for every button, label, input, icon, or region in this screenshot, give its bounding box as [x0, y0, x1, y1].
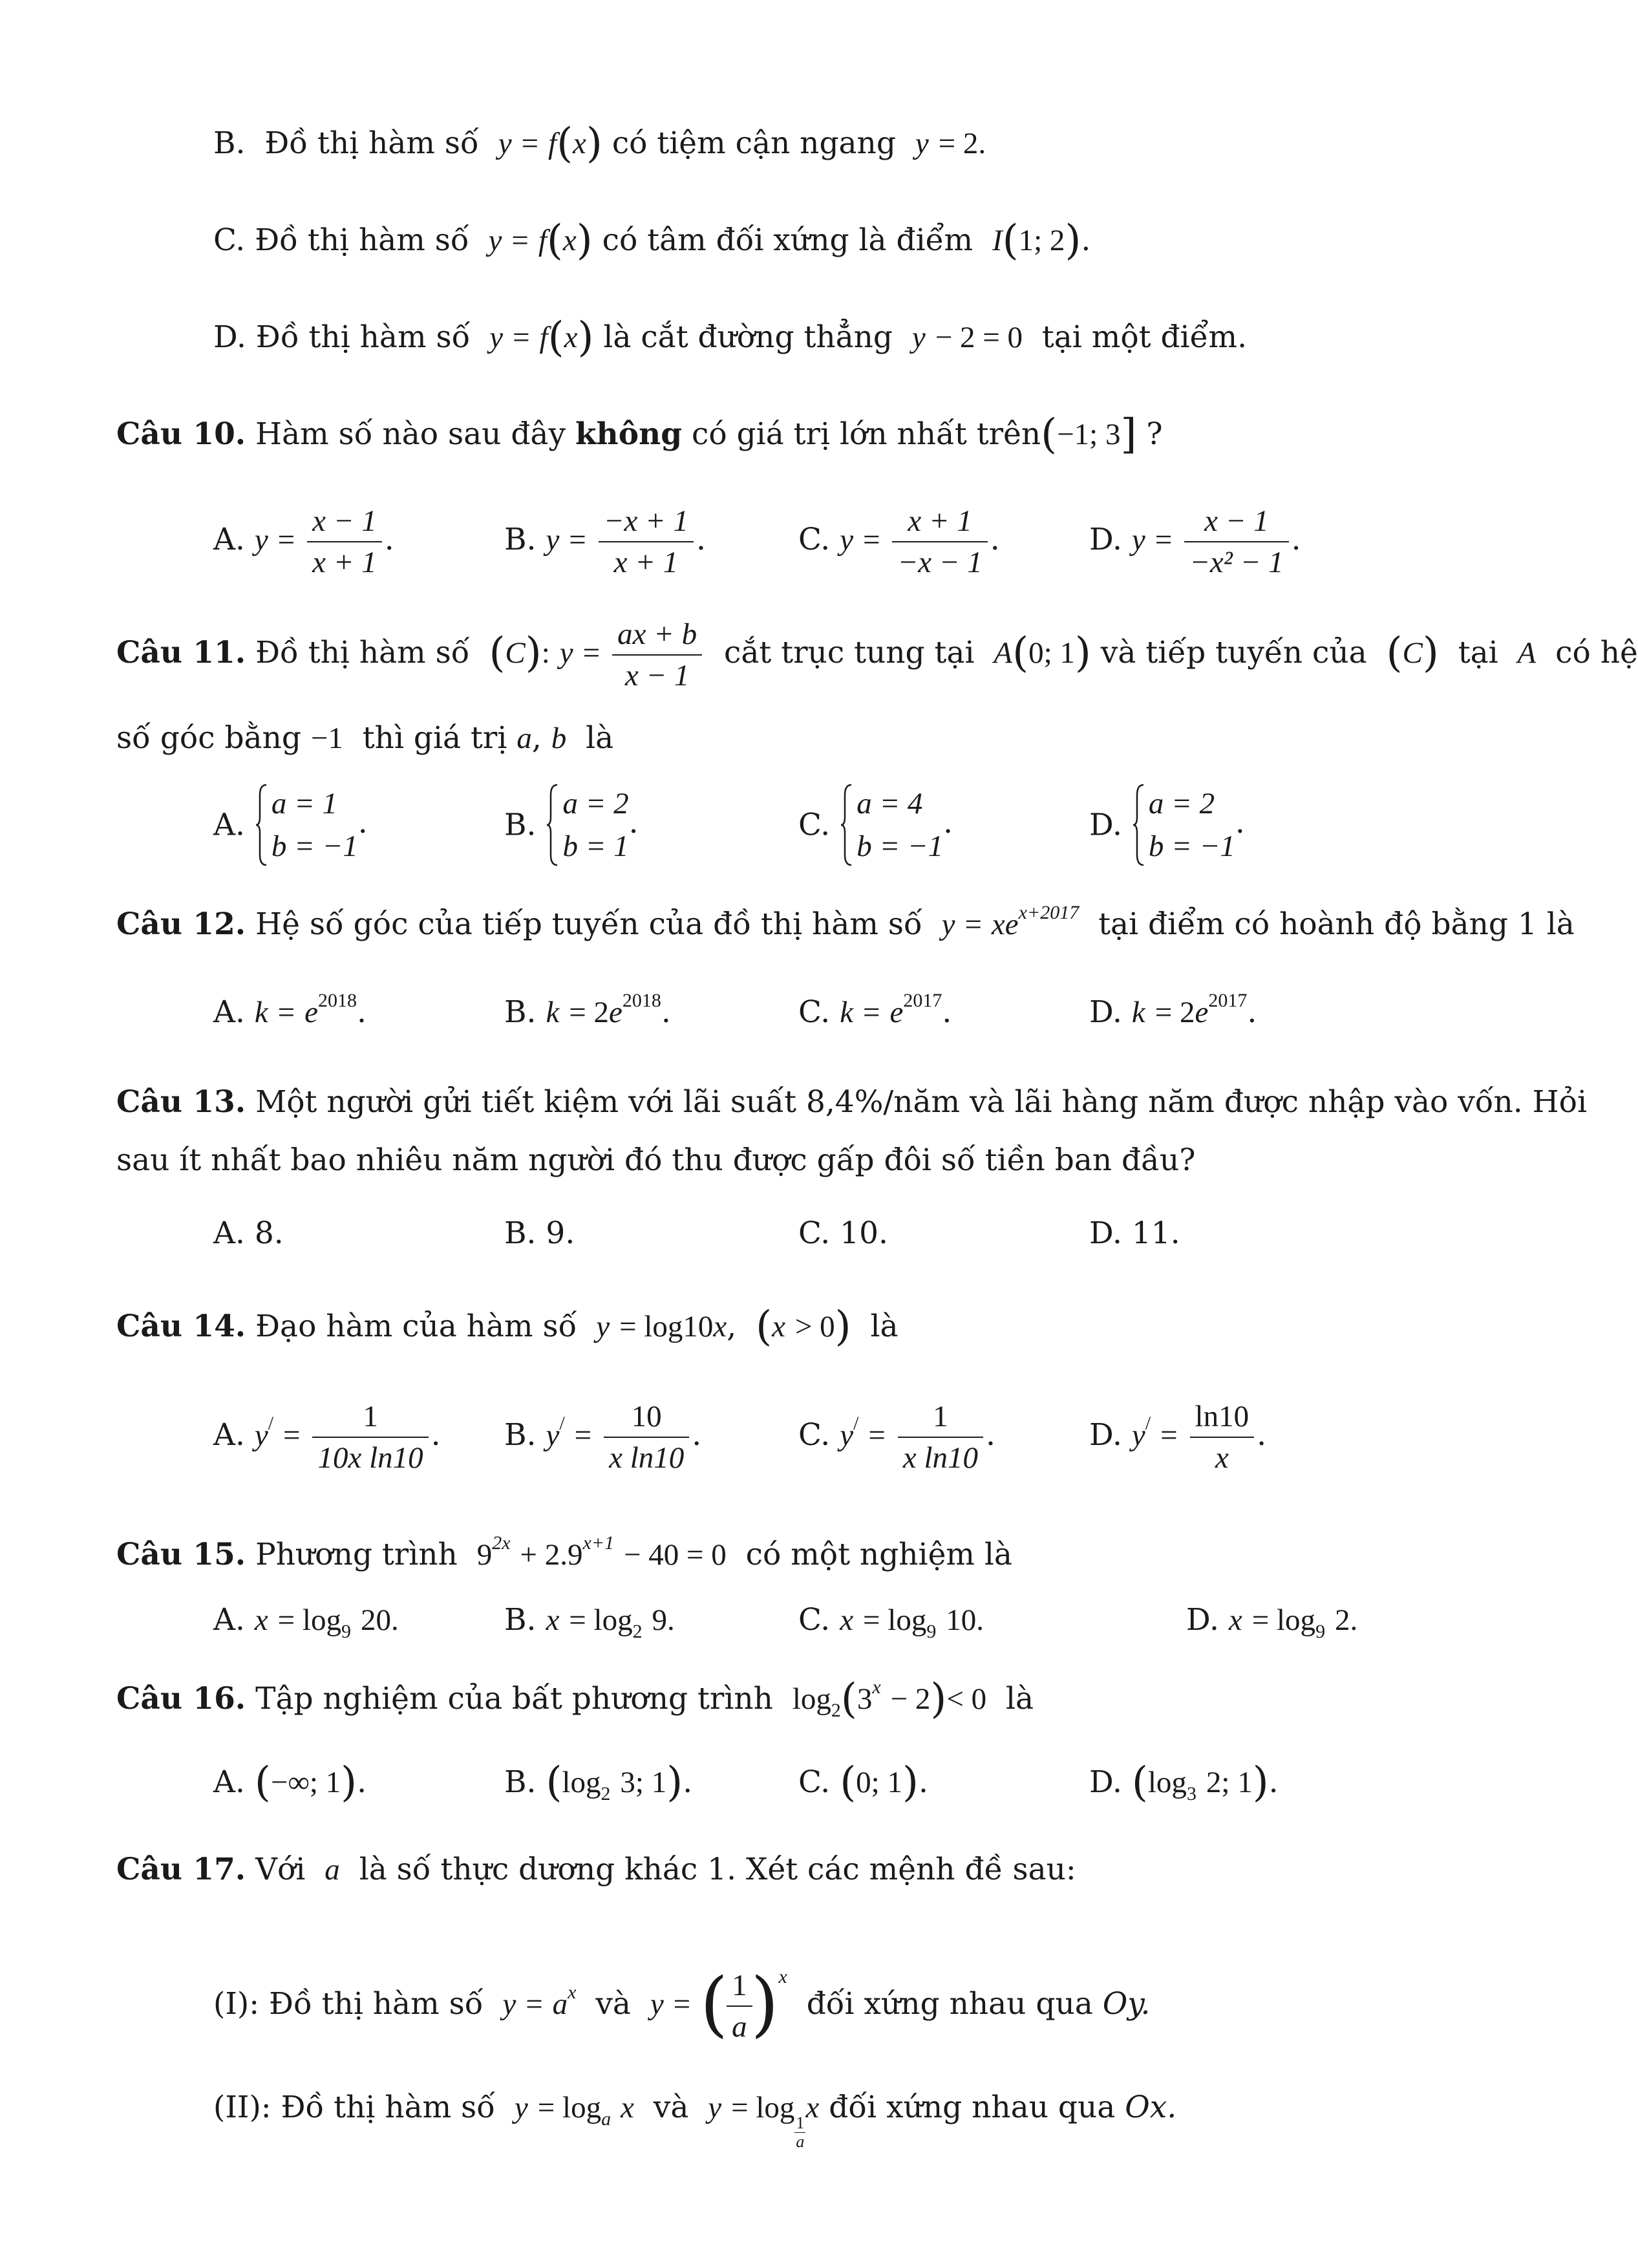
q14-option-d: D. y/ = $\frac{\ln 10}{x}$ . — [1089, 1396, 1266, 1478]
equation-system: a = 1 b = −1 — [255, 782, 358, 868]
fraction: $\frac{1}{a}$ — [727, 1965, 752, 2047]
fraction: $\frac{\ln 10}{x}$ — [1190, 1396, 1255, 1478]
equation-system: a = 2 b = −1 — [1132, 782, 1235, 868]
q16-option-c: C. (0; 1). — [798, 1759, 928, 1806]
fraction: $\frac{ax + b}{x - 1}$ — [612, 614, 702, 696]
q11-option-d: D. a = 2 b = −1 . — [1089, 782, 1245, 868]
q12-stem: Câu 12. Hệ số góc của tiếp tuyến của đồ thị hàm số $y = xe^{x+2017}$ tại điểm có hoành độ bằng 1 là — [116, 902, 1575, 942]
q13-stem-line2: sau ít nhất bao nhiêu năm người đó thu được gấp đôi số tiền ban đầu? — [116, 1142, 1196, 1178]
q12-option-a: A. $k = e^{2018}$. — [213, 990, 367, 1030]
q12-option-d: D. $k = 2e^{2017}$. — [1089, 990, 1257, 1030]
q16-option-b: B. ($\log_2$ 3; 1). — [504, 1759, 693, 1806]
q15-option-c: C. $x = \log_9 10$. — [798, 1602, 984, 1642]
fraction: $\frac{10}{\text{x ln10}}$ — [604, 1396, 689, 1478]
q16-option-a: A. (−∞; 1). — [213, 1759, 367, 1806]
fraction: $\frac{x - 1}{x + 1}$ — [307, 501, 382, 583]
q10-option-d: D. y = $\frac{x - 1}{\text{−x² − 1}}$ . — [1089, 501, 1301, 583]
q12-option-c: C. $k = e^{2017}$. — [798, 990, 952, 1030]
q9-option-c: C. Đồ thị hàm số y = f(x) có tâm đối xứng là điểm I(1; 2). — [213, 217, 1091, 264]
q13-option-a: A. 8. — [213, 1215, 284, 1251]
q14-option-b: B. y/ = $\frac{10}{\text{x ln10}}$ . — [504, 1396, 701, 1478]
q13-option-d: D. 11. — [1089, 1215, 1180, 1251]
equation-system: a = 2 b = 1 — [546, 782, 628, 868]
q17-statement-i: (I): Đồ thị hàm số $y = a^x$ và y = ( $\frac{1}{a}$ )$^x$ đối xứng nhau qua Oy. — [213, 1965, 1151, 2047]
fraction: $\frac{-x + 1}{x + 1}$ — [599, 501, 694, 583]
q11-option-a: A. a = 1 b = −1 . — [213, 782, 368, 868]
q11-option-b: B. a = 2 b = 1 . — [504, 782, 639, 868]
q15-option-b: B. $x = \log_2 9$. — [504, 1602, 675, 1642]
q12-option-b: B. $k = 2e^{2018}$. — [504, 990, 671, 1030]
q13-option-b: B. 9. — [504, 1215, 575, 1251]
fraction: $\frac{1}{\text{x ln10}}$ — [898, 1396, 983, 1478]
q11-option-c: C. a = 4 b = −1 . — [798, 782, 953, 868]
q11-stem-line2: số góc bằng −1 thì giá trị a, b là — [116, 720, 614, 756]
q15-option-a: A. $x = \log_9 20$. — [213, 1602, 399, 1642]
fraction: $\frac{x - 1}{\text{−x² − 1}}$ — [1184, 501, 1288, 583]
q14-stem: Câu 14. Đạo hàm của hàm số y = log10x, (x > 0) là — [116, 1303, 899, 1351]
q15-stem: Câu 15. Phương trình $9^{2x} + 2.9^{x+1} - 40 = 0$ có một nghiệm là — [116, 1532, 1012, 1572]
q9-option-d: D. Đồ thị hàm số y = f(x) là cắt đường thẳng y − 2 = 0 tại một điểm. — [213, 314, 1248, 361]
q10-stem: Câu 10. Hàm số nào sau đây không có giá trị lớn nhất trên(−1; 3] ? — [116, 411, 1163, 458]
q13-stem: Câu 13. Một người gửi tiết kiệm với lãi suất 8,4%/năm và lãi hàng năm được nhập vào vốn. Hỏi — [116, 1084, 1588, 1120]
equation-system: a = 4 b = −1 — [840, 782, 943, 868]
fraction: $\frac{1}{\text{10x ln10}}$ — [312, 1396, 428, 1478]
q14-option-c: C. y/ = $\frac{1}{\text{x ln10}}$ . — [798, 1396, 995, 1478]
q9-option-b: B. Đồ thị hàm số y = f(x) có tiệm cận ngang y = 2. — [213, 120, 986, 167]
fraction: $\frac{x + 1}{-x - 1}$ — [892, 501, 987, 583]
q16-option-d: D. ($\log_3$ 2; 1). — [1089, 1759, 1279, 1806]
q16-stem: Câu 16. Tập nghiệm của bất phương trình $\log_2(3^x - 2)< 0$ là — [116, 1675, 1034, 1723]
q14-option-a: A. y/ = $\frac{1}{\text{10x ln10}}$ . — [213, 1396, 441, 1478]
q15-option-d: D. $x = \log_9 2$. — [1186, 1602, 1358, 1642]
q10-option-a: A. y = $\frac{x - 1}{x + 1}$ . — [213, 501, 394, 583]
q11-stem: Câu 11. Đồ thị hàm số (C): y = $\frac{ax + b}{x - 1}$ cắt trục tung tại A(0; 1) và tiếp tuyến của (C) tại A có hệ — [116, 614, 1638, 696]
q17-statement-ii: (II): Đồ thị hàm số $y = \log_a x$ và y = log $\frac{1}{a}$ x đối xứng nhau qua Ox. — [213, 2090, 1177, 2151]
q10-option-b: B. y = $\frac{-x + 1}{x + 1}$ . — [504, 501, 706, 583]
q17-stem: Câu 17. Với a là số thực dương khác 1. Xét các mệnh đề sau: — [116, 1852, 1076, 1887]
q13-option-c: C. 10. — [798, 1215, 888, 1251]
q10-option-c: C. y = $\frac{x + 1}{-x - 1}$ . — [798, 501, 1000, 583]
